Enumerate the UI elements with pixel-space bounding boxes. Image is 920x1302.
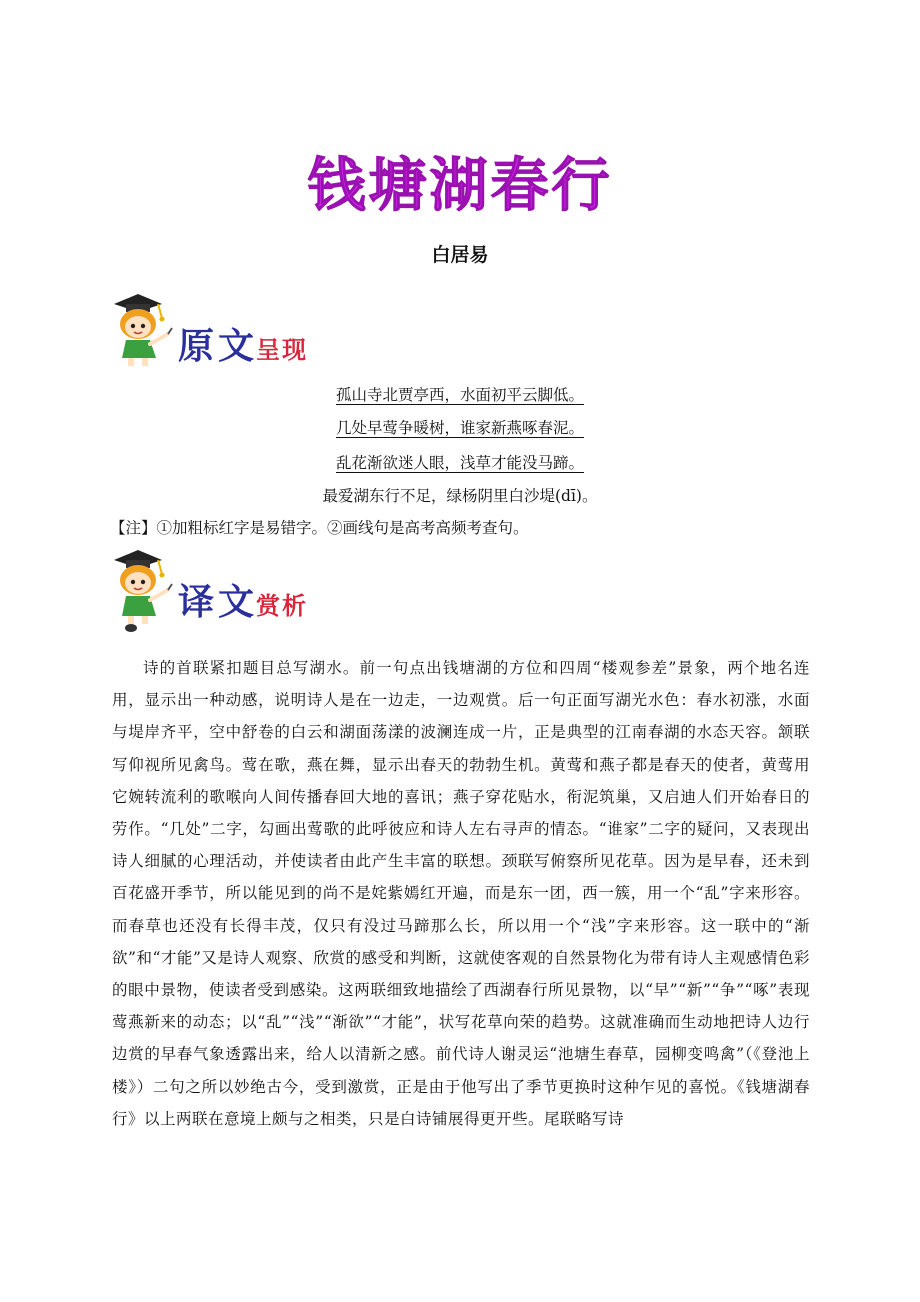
section-title-sub: 赏析 [256,591,308,620]
section-header-original [108,290,368,386]
section-header-translation [108,546,368,642]
analysis-paragraph: 诗的首联紧扣题目总写湖水。前一句点出钱塘湖的方位和四周“楼观参差”景象，两个地名连用，显示出一种动感，说明诗人是在一边走，一边观赏。后一句正面写湖光水色：春水初涨，水面与堤岸齐平，空中舒卷的白云和湖面荡漾的波澜连成一片，正是典型的江南春湖的水态天容。颔联写仰视所见禽鸟。莺在歌，燕在舞，显示出春天的勃勃生机。黄莺和燕子都是春天的使者，黄莺用它婉转流利的歌喉向人间传播春回大地的喜讯；燕子穿花贴水，衔泥筑巢，又启迪人们开始春日的劳作。“几处”二字，勾画出莺歌的此呼彼应和诗人左右寻声的情态。“谁家”二字的疑问，又表现出诗人细腻的心理活动，并使读者由此产生丰富的联想。颈联写俯察所见花草。因为是早春，还未到百花盛开季节，所以能见到的尚不是姹紫嫣红开遍，而是东一团，西一簇，用一个“乱”字来形容。而春草也还没有长得丰茂，仅只有没过马蹄那么长，所以用一个“浅”字来形容。这一联中的“渐欲”和“才能”又是诗人观察、欣赏的感受和判断，这就使客观的自然景物化为带有诗人主观感情色彩的眼中景物，使读者受到感染。这两联细致地描绘了西湖春行所见景物，以“早”“新”“争”“啄”表现莺燕新来的动态；以“乱”“浅”“渐欲”“才能”，状写花草向荣的趋势。这就准确而生动地把诗人边行边赏的早春气象透露出来，给人以清新之感。前代诗人谢灵运“池塘生春草，园柳变鸣禽”（《登池上楼》）二句之所以妙绝古今，受到激赏，正是由于他写出了季节更换时这种乍见的喜悦。《钱塘湖春行》以上两联在意境上颇与之相类，只是白诗铺展得更开些。尾联略写诗 [112,659,810,1128]
student-mascot-icon [108,546,174,636]
section-title-main: 原文 [178,325,259,367]
poem-line: 最爱湖东行不足，绿杨阴里白沙堤(dī)。 [322,487,598,505]
student-mascot-icon [108,290,174,370]
poem-line: 孤山寺北贾亭西，水面初平云脚低。 [335,386,584,404]
section-title-sub: 呈现 [256,335,308,364]
note-text: 【注】①加粗标红字是易错字。②画线句是高考高频考查句。 [110,519,529,537]
section-title-main: 译文 [178,581,259,623]
page-title: 钱塘湖春行 [307,151,613,219]
poem-line: 几处早莺争暖树，谁家新燕啄春泥。 [335,419,584,437]
poem-line: 乱花渐欲迷人眼，浅草才能没马蹄。 [335,454,584,472]
author-name: 白居易 [431,244,489,266]
